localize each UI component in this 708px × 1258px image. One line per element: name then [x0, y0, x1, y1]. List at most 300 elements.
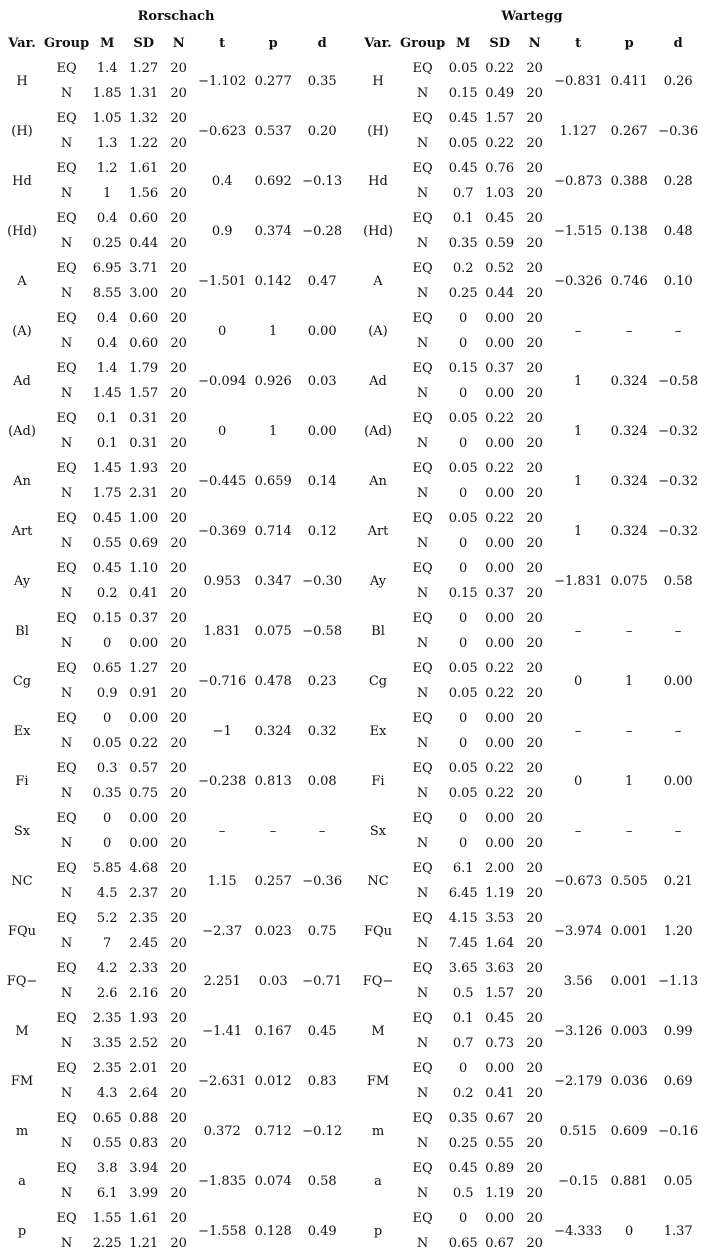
- sd-value: 1.27: [129, 61, 159, 76]
- n-value: 20: [526, 286, 543, 301]
- group-label: EQ: [412, 411, 433, 426]
- t-value: 0.4: [211, 173, 233, 189]
- sd-value: 0.00: [485, 1211, 515, 1226]
- d-value: −0.13: [302, 173, 343, 189]
- group-label: EQ: [412, 1161, 433, 1176]
- t-value: 1.831: [203, 623, 241, 639]
- n-value: 20: [170, 511, 187, 526]
- table-row: [356, 1006, 703, 1031]
- group-label: N: [60, 1236, 73, 1251]
- n-value: 20: [526, 1161, 543, 1176]
- sd-value: 1.61: [129, 161, 159, 176]
- group-label: EQ: [56, 461, 77, 476]
- mean-value: 0: [459, 736, 468, 751]
- sd-value: 4.68: [129, 861, 159, 876]
- p-value: 0.692: [254, 173, 292, 189]
- group-label: EQ: [56, 361, 77, 376]
- group-label: EQ: [56, 711, 77, 726]
- n-value: 20: [526, 1061, 543, 1076]
- table-row: [0, 906, 347, 931]
- sd-value: 0.60: [129, 336, 159, 351]
- t-value: −0.873: [554, 173, 603, 189]
- sd-value: 0.55: [485, 1136, 515, 1151]
- group-label: N: [60, 1036, 73, 1051]
- group-label: EQ: [56, 511, 77, 526]
- sd-value: 0.00: [129, 811, 159, 826]
- group-label: N: [60, 136, 73, 151]
- n-value: 20: [526, 861, 543, 876]
- t-value: 1: [574, 523, 583, 539]
- sd-value: 1.19: [485, 1186, 515, 1201]
- n-value: 20: [170, 1161, 187, 1176]
- group-label: EQ: [412, 611, 433, 626]
- n-value: 20: [526, 1086, 543, 1101]
- n-value: 20: [526, 511, 543, 526]
- d-value: 0.23: [307, 673, 337, 689]
- d-value: 0.20: [307, 123, 337, 139]
- n-value: 20: [170, 961, 187, 976]
- n-value: 20: [526, 711, 543, 726]
- group-label: EQ: [56, 761, 77, 776]
- n-value: 20: [170, 636, 187, 651]
- group-label: N: [60, 886, 73, 901]
- table-row: [0, 56, 347, 81]
- n-value: 20: [526, 436, 543, 451]
- n-value: 20: [526, 661, 543, 676]
- p-value: 0.714: [254, 523, 292, 539]
- mean-value: 6.1: [96, 1186, 118, 1201]
- variable-name: Bl: [371, 623, 385, 639]
- n-value: 20: [526, 611, 543, 626]
- table-row: [356, 506, 703, 531]
- d-value: −0.71: [302, 973, 343, 989]
- mean-value: 0.4: [96, 336, 118, 351]
- group-label: EQ: [56, 1111, 77, 1126]
- table-row: [0, 1106, 347, 1131]
- sd-value: 0.00: [485, 486, 515, 501]
- p-value: –: [625, 323, 633, 339]
- sd-value: 0.89: [485, 1161, 515, 1176]
- sd-value: 0.22: [485, 761, 515, 776]
- n-value: 20: [170, 1061, 187, 1076]
- group-label: N: [416, 786, 429, 801]
- n-value: 20: [170, 761, 187, 776]
- mean-value: 0.65: [448, 1236, 478, 1251]
- sd-value: 2.64: [129, 1086, 159, 1101]
- mean-value: 6.45: [448, 886, 478, 901]
- header-p: p: [268, 35, 278, 51]
- t-value: −2.179: [554, 1073, 603, 1089]
- sd-value: 3.63: [485, 961, 515, 976]
- sd-value: 0.22: [485, 661, 515, 676]
- n-value: 20: [170, 211, 187, 226]
- mean-value: 0: [459, 611, 468, 626]
- t-value: −3.974: [554, 923, 603, 939]
- table-row: [0, 756, 347, 781]
- sd-value: 0.45: [485, 1011, 515, 1026]
- mean-value: 1.45: [92, 461, 122, 476]
- p-value: 0.324: [254, 723, 292, 739]
- sd-value: 0.49: [485, 86, 515, 101]
- d-value: 0.83: [307, 1073, 337, 1089]
- d-value: −0.58: [658, 373, 699, 389]
- mean-value: 0.05: [448, 61, 478, 76]
- p-value: 0.267: [610, 123, 648, 139]
- mean-value: 6.1: [452, 861, 474, 876]
- sd-value: 0.83: [129, 1136, 159, 1151]
- group-label: N: [416, 686, 429, 701]
- mean-value: 1.2: [96, 161, 118, 176]
- n-value: 20: [526, 1136, 543, 1151]
- p-value: 1: [269, 323, 278, 339]
- p-value: 0.374: [254, 223, 292, 239]
- mean-value: 2.25: [92, 1236, 122, 1251]
- t-value: –: [574, 323, 582, 339]
- d-value: 0.58: [663, 573, 693, 589]
- group-label: N: [60, 786, 73, 801]
- header-m: M: [455, 35, 471, 51]
- table-row: [356, 1056, 703, 1081]
- wartegg-header-row: [356, 30, 703, 56]
- n-value: 20: [526, 561, 543, 576]
- group-label: EQ: [56, 911, 77, 926]
- group-label: EQ: [412, 661, 433, 676]
- sd-value: 0.88: [129, 1111, 159, 1126]
- sd-value: 0.73: [485, 1036, 515, 1051]
- n-value: 20: [526, 761, 543, 776]
- table-row: [356, 56, 703, 81]
- d-value: −0.36: [302, 873, 343, 889]
- group-label: N: [60, 486, 73, 501]
- mean-value: 0.9: [96, 686, 118, 701]
- p-value: 0.926: [254, 373, 292, 389]
- mean-value: 0: [103, 811, 112, 826]
- d-value: 0.45: [307, 1023, 337, 1039]
- n-value: 20: [170, 86, 187, 101]
- mean-value: 0.45: [448, 161, 478, 176]
- t-value: −0.445: [198, 473, 247, 489]
- group-label: EQ: [412, 711, 433, 726]
- header-m: M: [99, 35, 115, 51]
- d-value: –: [318, 823, 326, 839]
- n-value: 20: [526, 836, 543, 851]
- sd-value: 2.00: [485, 861, 515, 876]
- sd-value: 1.57: [129, 386, 159, 401]
- variable-name: FM: [10, 1073, 34, 1089]
- n-value: 20: [170, 1036, 187, 1051]
- mean-value: 0.05: [448, 461, 478, 476]
- n-value: 20: [170, 261, 187, 276]
- d-value: −0.32: [658, 523, 699, 539]
- sd-value: 0.00: [129, 836, 159, 851]
- d-value: 0.58: [307, 1173, 337, 1189]
- n-value: 20: [170, 1236, 187, 1251]
- variable-name: Sx: [13, 823, 31, 839]
- mean-value: 1.4: [96, 61, 118, 76]
- mean-value: 0.1: [96, 411, 118, 426]
- n-value: 20: [526, 1236, 543, 1251]
- mean-value: 0.5: [452, 986, 474, 1001]
- mean-value: 0.5: [452, 1186, 474, 1201]
- sd-value: 0.00: [485, 811, 515, 826]
- p-value: 0.659: [254, 473, 292, 489]
- sd-value: 2.37: [129, 886, 159, 901]
- d-value: −0.32: [658, 473, 699, 489]
- variable-name: Art: [11, 523, 33, 539]
- variable-name: p: [17, 1223, 27, 1239]
- table-row: [356, 156, 703, 181]
- t-value: −2.631: [198, 1073, 247, 1089]
- group-label: N: [60, 1086, 73, 1101]
- table-row: [356, 956, 703, 981]
- n-value: 20: [170, 186, 187, 201]
- table-row: [0, 256, 347, 281]
- n-value: 20: [170, 861, 187, 876]
- t-value: 2.251: [203, 973, 241, 989]
- mean-value: 6.95: [92, 261, 122, 276]
- t-value: 1: [574, 423, 583, 439]
- variable-name: Ay: [369, 573, 387, 589]
- n-value: 20: [170, 386, 187, 401]
- sd-value: 0.00: [485, 436, 515, 451]
- n-value: 20: [170, 236, 187, 251]
- n-value: 20: [526, 586, 543, 601]
- sd-value: 0.00: [485, 386, 515, 401]
- d-value: 0.10: [663, 273, 693, 289]
- mean-value: 1.4: [96, 361, 118, 376]
- group-label: EQ: [56, 561, 77, 576]
- header-group: Group: [44, 35, 90, 51]
- variable-name: Hd: [368, 173, 388, 189]
- t-value: 0.372: [203, 1123, 241, 1139]
- group-label: N: [416, 186, 429, 201]
- p-value: 1: [625, 773, 634, 789]
- mean-value: 0: [459, 336, 468, 351]
- variable-name: m: [371, 1123, 385, 1139]
- n-value: 20: [170, 161, 187, 176]
- variable-name: A: [373, 273, 383, 289]
- table-row: [356, 656, 703, 681]
- sd-value: 2.33: [129, 961, 159, 976]
- n-value: 20: [170, 911, 187, 926]
- mean-value: 0: [459, 386, 468, 401]
- group-label: N: [416, 936, 429, 951]
- group-label: N: [416, 586, 429, 601]
- mean-value: 0.55: [92, 1136, 122, 1151]
- d-value: 0.75: [307, 923, 337, 939]
- p-value: 0.505: [610, 873, 648, 889]
- p-value: 1: [269, 423, 278, 439]
- table-row: [356, 406, 703, 431]
- sd-value: 0.60: [129, 311, 159, 326]
- n-value: 20: [526, 336, 543, 351]
- mean-value: 0.35: [448, 236, 478, 251]
- mean-value: 0: [459, 561, 468, 576]
- mean-value: 0.35: [448, 1111, 478, 1126]
- n-value: 20: [170, 1086, 187, 1101]
- group-label: EQ: [412, 61, 433, 76]
- mean-value: 0.2: [452, 1086, 474, 1101]
- d-value: −0.12: [302, 1123, 343, 1139]
- sd-value: 0.31: [129, 411, 159, 426]
- mean-value: 0.15: [448, 586, 478, 601]
- header-n: N: [528, 35, 541, 51]
- group-label: N: [60, 1136, 73, 1151]
- t-value: −3.126: [554, 1023, 603, 1039]
- group-label: EQ: [56, 161, 77, 176]
- p-value: –: [625, 623, 633, 639]
- variable-name: Fi: [371, 773, 385, 789]
- group-label: EQ: [56, 311, 77, 326]
- d-value: –: [674, 723, 682, 739]
- table-row: [0, 706, 347, 731]
- mean-value: 0.45: [448, 1161, 478, 1176]
- sd-value: 0.37: [485, 586, 515, 601]
- mean-value: 4.3: [96, 1086, 118, 1101]
- n-value: 20: [170, 1011, 187, 1026]
- mean-value: 0.45: [448, 111, 478, 126]
- t-value: −1.835: [198, 1173, 247, 1189]
- d-value: 0.00: [307, 423, 337, 439]
- variable-name: a: [18, 1173, 26, 1189]
- mean-value: 0: [459, 811, 468, 826]
- mean-value: 0.05: [448, 661, 478, 676]
- d-value: 0.05: [663, 1173, 693, 1189]
- sd-value: 1.93: [129, 461, 159, 476]
- n-value: 20: [170, 786, 187, 801]
- group-label: N: [416, 386, 429, 401]
- group-label: N: [416, 636, 429, 651]
- n-value: 20: [170, 461, 187, 476]
- t-value: 0.515: [559, 1123, 597, 1139]
- sd-value: 0.37: [129, 611, 159, 626]
- group-label: EQ: [56, 261, 77, 276]
- variable-name: FQu: [7, 923, 37, 939]
- mean-value: 1.05: [92, 111, 122, 126]
- n-value: 20: [170, 111, 187, 126]
- p-value: –: [625, 723, 633, 739]
- t-value: 1: [574, 373, 583, 389]
- p-value: 0.001: [610, 973, 648, 989]
- d-value: 1.37: [663, 1223, 693, 1239]
- group-label: N: [60, 336, 73, 351]
- header-sd: SD: [489, 35, 510, 51]
- mean-value: 0.65: [92, 661, 122, 676]
- header-n: N: [172, 35, 185, 51]
- p-value: 0.001: [610, 923, 648, 939]
- table-row: [356, 206, 703, 231]
- t-value: −1.41: [202, 1023, 243, 1039]
- table-row: [0, 1206, 347, 1231]
- p-value: 0.712: [254, 1123, 292, 1139]
- header-sd: SD: [133, 35, 154, 51]
- variable-name: Sx: [369, 823, 387, 839]
- group-label: N: [416, 986, 429, 1001]
- p-value: 0.142: [254, 273, 292, 289]
- mean-value: 1.75: [92, 486, 122, 501]
- p-value: –: [625, 823, 633, 839]
- sd-value: 0.00: [485, 636, 515, 651]
- mean-value: 1.45: [92, 386, 122, 401]
- sd-value: 3.71: [129, 261, 159, 276]
- t-value: 0.9: [211, 223, 233, 239]
- group-label: N: [60, 436, 73, 451]
- variable-name: M: [15, 1023, 29, 1039]
- n-value: 20: [526, 636, 543, 651]
- n-value: 20: [526, 886, 543, 901]
- table-row: [356, 756, 703, 781]
- table-row: [0, 206, 347, 231]
- sd-value: 0.22: [129, 736, 159, 751]
- n-value: 20: [170, 361, 187, 376]
- t-value: −4.333: [554, 1223, 603, 1239]
- sd-value: 0.69: [129, 536, 159, 551]
- variable-name: (Hd): [7, 223, 37, 239]
- p-value: 0.324: [610, 473, 648, 489]
- mean-value: 8.55: [92, 286, 122, 301]
- table-row: [356, 556, 703, 581]
- n-value: 20: [526, 236, 543, 251]
- sd-value: 0.22: [485, 461, 515, 476]
- p-value: 0.813: [254, 773, 292, 789]
- group-label: EQ: [56, 611, 77, 626]
- p-value: 0.074: [254, 1173, 292, 1189]
- p-value: 0.03: [258, 973, 288, 989]
- t-value: –: [574, 723, 582, 739]
- header-d: d: [673, 35, 683, 51]
- t-value: −0.369: [198, 523, 247, 539]
- sd-value: 2.45: [129, 936, 159, 951]
- n-value: 20: [526, 1186, 543, 1201]
- group-label: N: [60, 286, 73, 301]
- d-value: 0.47: [307, 273, 337, 289]
- p-value: 0.537: [254, 123, 292, 139]
- table-row: [356, 706, 703, 731]
- d-value: −0.30: [302, 573, 343, 589]
- group-label: EQ: [412, 311, 433, 326]
- header-var: Var.: [8, 35, 36, 51]
- p-value: 0.609: [610, 1123, 648, 1139]
- table-row: [356, 106, 703, 131]
- group-label: EQ: [412, 111, 433, 126]
- header-var: Var.: [364, 35, 392, 51]
- n-value: 20: [170, 886, 187, 901]
- mean-value: 4.5: [96, 886, 118, 901]
- mean-value: 0: [459, 1061, 468, 1076]
- p-value: 0.003: [610, 1023, 648, 1039]
- p-value: 0.324: [610, 423, 648, 439]
- n-value: 20: [170, 1136, 187, 1151]
- mean-value: 0.05: [448, 786, 478, 801]
- t-value: –: [574, 823, 582, 839]
- mean-value: 0: [459, 636, 468, 651]
- mean-value: 0.1: [452, 211, 474, 226]
- variable-name: FQ−: [362, 973, 394, 989]
- sd-value: 0.59: [485, 236, 515, 251]
- t-value: −0.673: [554, 873, 603, 889]
- table-row: [0, 106, 347, 131]
- sd-value: 0.41: [485, 1086, 515, 1101]
- p-value: 0.075: [610, 573, 648, 589]
- group-label: N: [60, 236, 73, 251]
- t-value: 1: [574, 473, 583, 489]
- sd-value: 0.00: [485, 561, 515, 576]
- sd-value: 0.00: [129, 711, 159, 726]
- group-label: EQ: [56, 861, 77, 876]
- group-label: EQ: [56, 61, 77, 76]
- group-label: N: [416, 1036, 429, 1051]
- n-value: 20: [526, 386, 543, 401]
